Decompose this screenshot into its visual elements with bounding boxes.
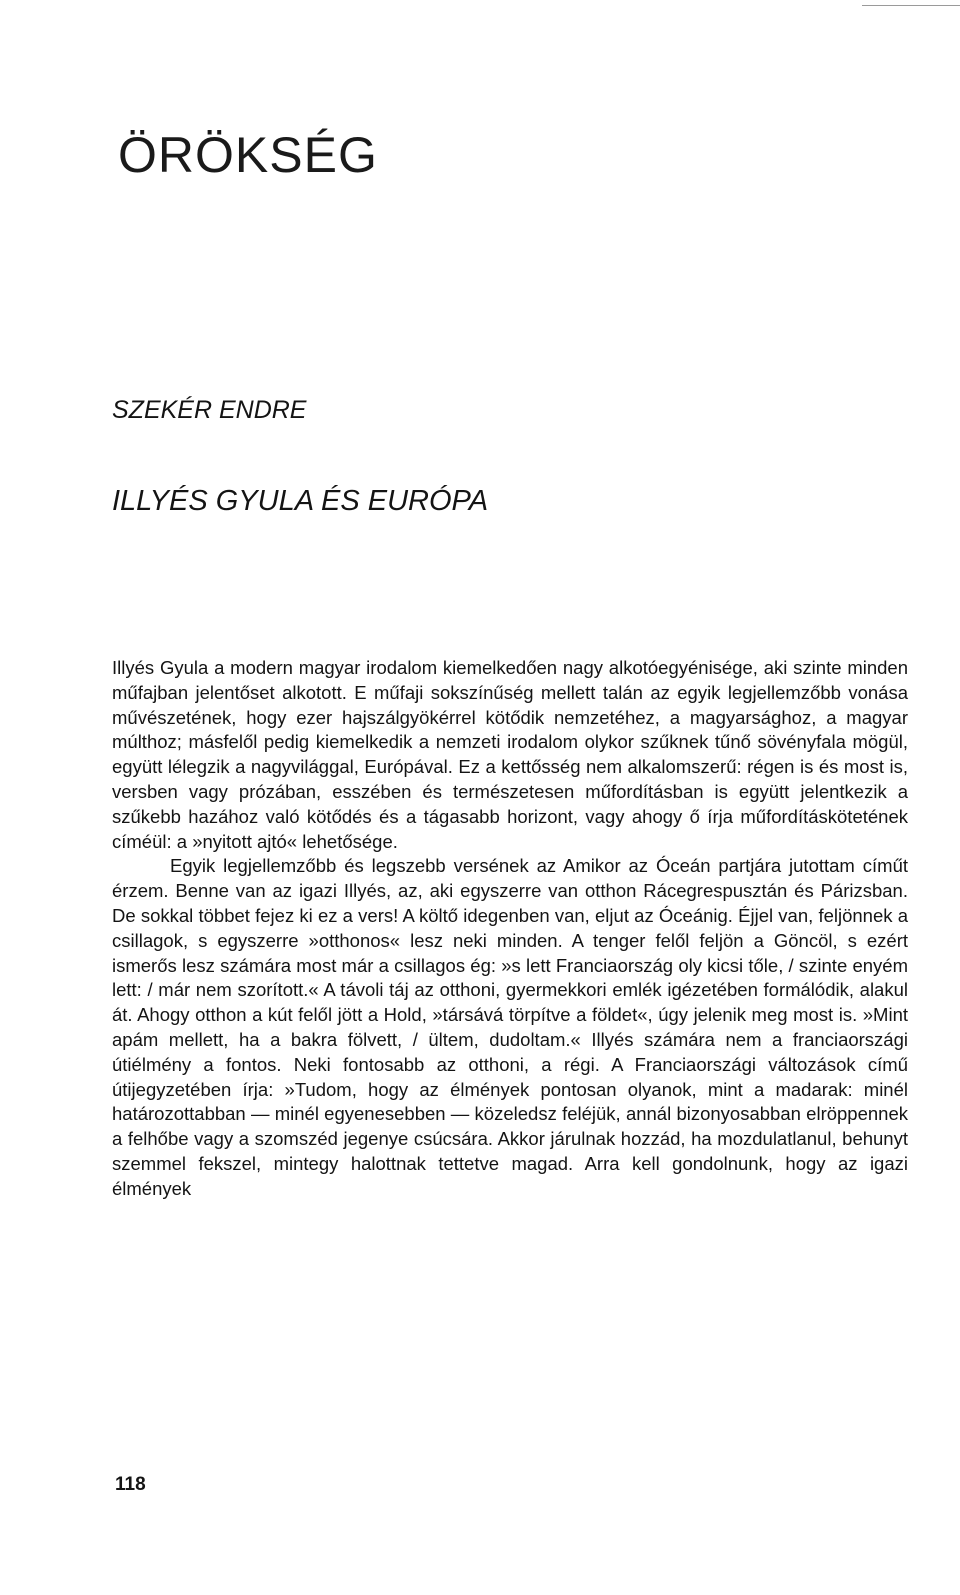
author-name: SZEKÉR ENDRE [112,396,307,424]
article-title: ILLYÉS GYULA ÉS EURÓPA [112,485,489,517]
top-edge-rule [862,5,960,6]
article-body [112,656,908,1202]
section-title: ÖRÖKSÉG [118,127,378,183]
paragraph-1: Illyés Gyula a modern magyar irodalom kiemelkedően nagy alkotóegyénisége, aki szinte minden műfajban jelentőset alkotott. E műfaji sokszínűség mellett talán az egyik legjellemzőbb vonása művészetének, hogy ezer hajszálgyökérrel kötődik nemzetéhez, a magyarsághoz, a magyar múlthoz; másfelől pedig kiemelkedik a nemzeti irodalom olykor szűknek tűnő sövényfala mögül, együtt lélegzik a nagyvilággal, Európával. Ez a kettősség nem alkalomszerű: régen is és most is, versben vagy prózában, esszében és természetesen műfordításban is együtt jelentkezik a szűkebb hazához való kötődés és a tágasabb horizont, vagy ahogy ő írja műfordításkötetének címéül: a »nyitott ajtó« lehetősége. [112,657,908,852]
page-number: 118 [115,1474,146,1495]
paragraph-2: Egyik legjellemzőbb és legszebb versének az Amikor az Óceán partjára jutottam címűt érzem. Benne van az igazi Illyés, az, aki egyszerre van otthon Rácegrespusztán és Párizsban. De sokkal többet fejez ki ez a vers! A költő idegenben van, eljut az Óceánig. Éjjel van, feljönnek a csillagok, s egyszerre »otthonos« lesz neki minden. A tenger felől feljön a Göncöl, s ezért ismerős lesz számára most már a csillagos ég: »s lett Franciaország oly kicsi tőle, / szinte enyém lett: / már nem szorított.« A távoli táj az otthoni, gyermekkori emlék igézetében formálódik, alakul át. Ahogy otthon a kút felől jött a Hold, »társává törpítve a földet«, úgy jelenik meg most is. »Mint apám mellett, ha a bakra fölvett, / ültem, dudoltam.« Illyés számára nem a franciaországi útiélmény a fontos. Neki fontosabb az otthoni, a régi. A Franciaországi változások című útijegyzetében írja: »Tudom, hogy az élmények pontosan olyanok, mint a madarak: minél határozottabban — minél egyenesebben — közeledsz feléjük, annál bizonyosabban elröppennek a felhőbe vagy a szomszéd jegenye csúcsára. Akkor járulnak hozzád, ha mozdulatlanul, behunyt szemmel fekszel, mintegy halottnak tettetve magad. Arra kell gondolnunk, hogy az igazi élmények [112,855,908,1199]
